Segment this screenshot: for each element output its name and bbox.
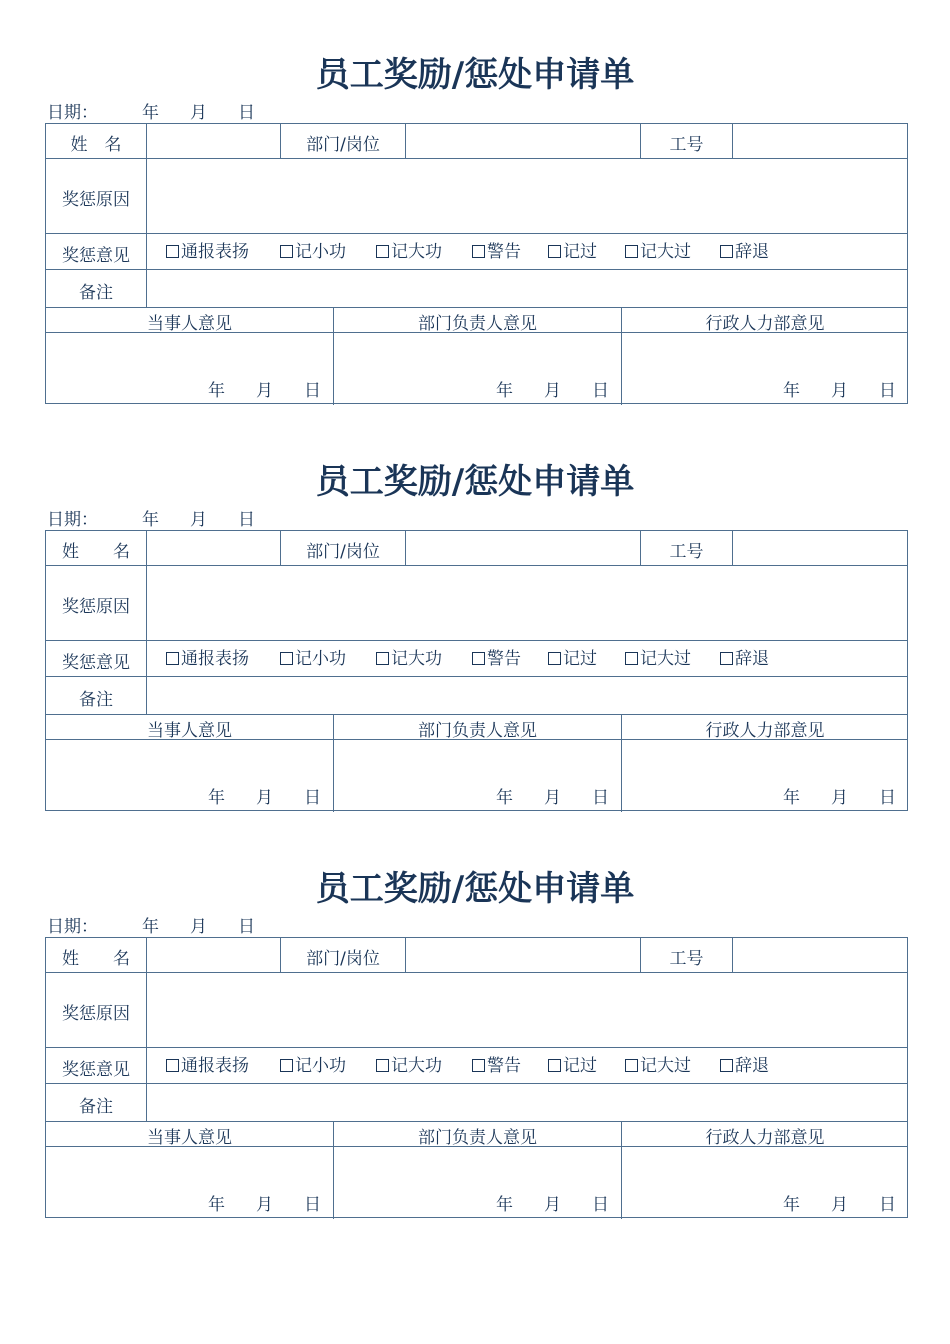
date-year: 年 [142, 917, 159, 937]
dept-head-opinion-field[interactable] [334, 333, 621, 405]
day-label: 日 [304, 788, 321, 808]
name-field[interactable] [147, 124, 280, 158]
remark-field[interactable] [147, 677, 907, 714]
option-minor-merit[interactable] [280, 647, 346, 671]
party-opinion-field[interactable] [46, 333, 333, 405]
name-label: 姓 名 [70, 135, 122, 155]
option-major-merit[interactable] [376, 1054, 442, 1078]
option-label: 记过 [563, 242, 597, 262]
name-label: 姓 名 [62, 949, 130, 969]
application-form [0, 55, 950, 455]
option-label: 记大功 [391, 1056, 442, 1076]
dept-head-opinion-header: 部门负责人意见 [418, 721, 537, 741]
option-label: 辞退 [735, 649, 769, 669]
reason-field[interactable] [147, 973, 907, 1047]
option-label: 记大功 [391, 649, 442, 669]
option-warning[interactable] [472, 240, 521, 264]
checkbox-icon[interactable] [720, 652, 733, 665]
option-dismissal[interactable] [720, 647, 769, 671]
form-table [45, 937, 908, 1218]
dept-position-label: 部门/岗位 [306, 542, 380, 562]
option-label: 记大过 [640, 1056, 691, 1076]
option-label: 通报表扬 [181, 1056, 249, 1076]
year-label: 年 [496, 381, 513, 401]
checkbox-icon[interactable] [472, 1059, 485, 1072]
day-label: 日 [592, 788, 609, 808]
employee-id-label: 工号 [669, 135, 704, 155]
reason-field[interactable] [147, 566, 907, 640]
option-label: 警告 [487, 649, 521, 669]
party-opinion-field[interactable] [46, 740, 333, 812]
opinion-label: 奖惩意见 [62, 653, 130, 673]
option-label: 辞退 [735, 242, 769, 262]
hr-opinion-field[interactable] [622, 1147, 908, 1219]
option-label: 记小功 [295, 242, 346, 262]
employee-id-label: 工号 [669, 542, 704, 562]
application-form [0, 869, 950, 1269]
day-label: 日 [304, 381, 321, 401]
option-minor-merit[interactable] [280, 240, 346, 264]
checkbox-icon[interactable] [376, 652, 389, 665]
checkbox-icon[interactable] [472, 245, 485, 258]
option-dismissal[interactable] [720, 1054, 769, 1078]
option-commendation[interactable] [166, 1054, 249, 1078]
month-label: 月 [256, 788, 273, 808]
option-label: 通报表扬 [181, 242, 249, 262]
day-label: 日 [879, 788, 896, 808]
dept-position-label: 部门/岗位 [306, 949, 380, 969]
date-day: 日 [238, 510, 255, 530]
date-year: 年 [142, 103, 159, 123]
option-demerit[interactable] [548, 240, 597, 264]
dept-position-label: 部门/岗位 [306, 135, 380, 155]
checkbox-icon[interactable] [548, 245, 561, 258]
option-label: 记过 [563, 1056, 597, 1076]
year-label: 年 [783, 381, 800, 401]
option-warning[interactable] [472, 1054, 521, 1078]
day-label: 日 [879, 1195, 896, 1215]
option-label: 记小功 [295, 1056, 346, 1076]
month-label: 月 [544, 788, 561, 808]
option-major-merit[interactable] [376, 647, 442, 671]
day-label: 日 [304, 1195, 321, 1215]
date-day: 日 [238, 917, 255, 937]
hr-opinion-header: 行政人力部意见 [705, 314, 825, 334]
party-opinion-header: 当事人意见 [147, 721, 232, 741]
remark-field[interactable] [147, 270, 907, 307]
checkbox-icon[interactable] [166, 245, 179, 258]
employee-id-field[interactable] [733, 531, 907, 565]
option-warning[interactable] [472, 647, 521, 671]
checkbox-icon[interactable] [625, 652, 638, 665]
remark-label: 备注 [79, 283, 113, 303]
checkbox-icon[interactable] [280, 652, 293, 665]
checkbox-icon[interactable] [720, 245, 733, 258]
option-label: 记过 [563, 649, 597, 669]
month-label: 月 [544, 381, 561, 401]
day-label: 日 [879, 381, 896, 401]
dept-head-opinion-header: 部门负责人意见 [418, 1128, 537, 1148]
checkbox-icon[interactable] [166, 652, 179, 665]
month-label: 月 [831, 1195, 848, 1215]
option-label: 警告 [487, 242, 521, 262]
employee-id-field[interactable] [733, 124, 907, 158]
checkbox-icon[interactable] [376, 1059, 389, 1072]
form-title: 员工奖励/惩处申请单 [315, 462, 635, 502]
opinion-label: 奖惩意见 [62, 246, 130, 266]
checkbox-icon[interactable] [720, 1059, 733, 1072]
checkbox-icon[interactable] [280, 1059, 293, 1072]
option-major-demerit[interactable] [625, 240, 691, 264]
checkbox-icon[interactable] [548, 652, 561, 665]
checkbox-icon[interactable] [625, 1059, 638, 1072]
dept-position-field[interactable] [406, 124, 640, 158]
dept-position-field[interactable] [406, 531, 640, 565]
form-table [45, 123, 908, 404]
option-major-demerit[interactable] [625, 647, 691, 671]
year-label: 年 [208, 788, 225, 808]
checkbox-icon[interactable] [548, 1059, 561, 1072]
employee-id-field[interactable] [733, 938, 907, 972]
remark-label: 备注 [79, 1097, 113, 1117]
name-label: 姓 名 [62, 542, 130, 562]
date-year: 年 [142, 510, 159, 530]
remark-field[interactable] [147, 1084, 907, 1121]
name-field[interactable] [147, 938, 280, 972]
checkbox-icon[interactable] [376, 245, 389, 258]
name-field[interactable] [147, 531, 280, 565]
date-label: 日期： [47, 103, 98, 123]
option-minor-merit[interactable] [280, 1054, 346, 1078]
option-commendation[interactable] [166, 647, 249, 671]
option-label: 记大过 [640, 242, 691, 262]
option-label: 记小功 [295, 649, 346, 669]
party-opinion-field[interactable] [46, 1147, 333, 1219]
year-label: 年 [783, 788, 800, 808]
option-label: 通报表扬 [181, 649, 249, 669]
month-label: 月 [831, 381, 848, 401]
reason-label: 奖惩原因 [62, 1004, 130, 1024]
checkbox-icon[interactable] [166, 1059, 179, 1072]
month-label: 月 [256, 1195, 273, 1215]
hr-opinion-header: 行政人力部意见 [705, 721, 825, 741]
dept-head-opinion-field[interactable] [334, 740, 621, 812]
option-commendation[interactable] [166, 240, 249, 264]
option-demerit[interactable] [548, 1054, 597, 1078]
date-day: 日 [238, 103, 255, 123]
year-label: 年 [783, 1195, 800, 1215]
date-month: 月 [190, 103, 207, 123]
year-label: 年 [208, 1195, 225, 1215]
option-label: 辞退 [735, 1056, 769, 1076]
date-month: 月 [190, 917, 207, 937]
date-label: 日期： [47, 510, 98, 530]
hr-opinion-field[interactable] [622, 333, 908, 405]
dept-head-opinion-header: 部门负责人意见 [418, 314, 537, 334]
date-label: 日期： [47, 917, 98, 937]
hr-opinion-field[interactable] [622, 740, 908, 812]
form-title: 员工奖励/惩处申请单 [315, 55, 635, 95]
year-label: 年 [208, 381, 225, 401]
option-label: 记大功 [391, 242, 442, 262]
reason-field[interactable] [147, 159, 907, 233]
day-label: 日 [592, 381, 609, 401]
employee-id-label: 工号 [669, 949, 704, 969]
remark-label: 备注 [79, 690, 113, 710]
checkbox-icon[interactable] [280, 245, 293, 258]
opinion-label: 奖惩意见 [62, 1060, 130, 1080]
dept-head-opinion-field[interactable] [334, 1147, 621, 1219]
option-major-demerit[interactable] [625, 1054, 691, 1078]
option-major-merit[interactable] [376, 240, 442, 264]
year-label: 年 [496, 1195, 513, 1215]
option-dismissal[interactable] [720, 240, 769, 264]
checkbox-icon[interactable] [472, 652, 485, 665]
application-form [0, 462, 950, 862]
reason-label: 奖惩原因 [62, 190, 130, 210]
option-label: 警告 [487, 1056, 521, 1076]
hr-opinion-header: 行政人力部意见 [705, 1128, 825, 1148]
reason-label: 奖惩原因 [62, 597, 130, 617]
month-label: 月 [256, 381, 273, 401]
year-label: 年 [496, 788, 513, 808]
option-demerit[interactable] [548, 647, 597, 671]
month-label: 月 [831, 788, 848, 808]
party-opinion-header: 当事人意见 [147, 314, 232, 334]
day-label: 日 [592, 1195, 609, 1215]
form-table [45, 530, 908, 811]
month-label: 月 [544, 1195, 561, 1215]
date-month: 月 [190, 510, 207, 530]
party-opinion-header: 当事人意见 [147, 1128, 232, 1148]
option-label: 记大过 [640, 649, 691, 669]
dept-position-field[interactable] [406, 938, 640, 972]
checkbox-icon[interactable] [625, 245, 638, 258]
form-title: 员工奖励/惩处申请单 [315, 869, 635, 909]
